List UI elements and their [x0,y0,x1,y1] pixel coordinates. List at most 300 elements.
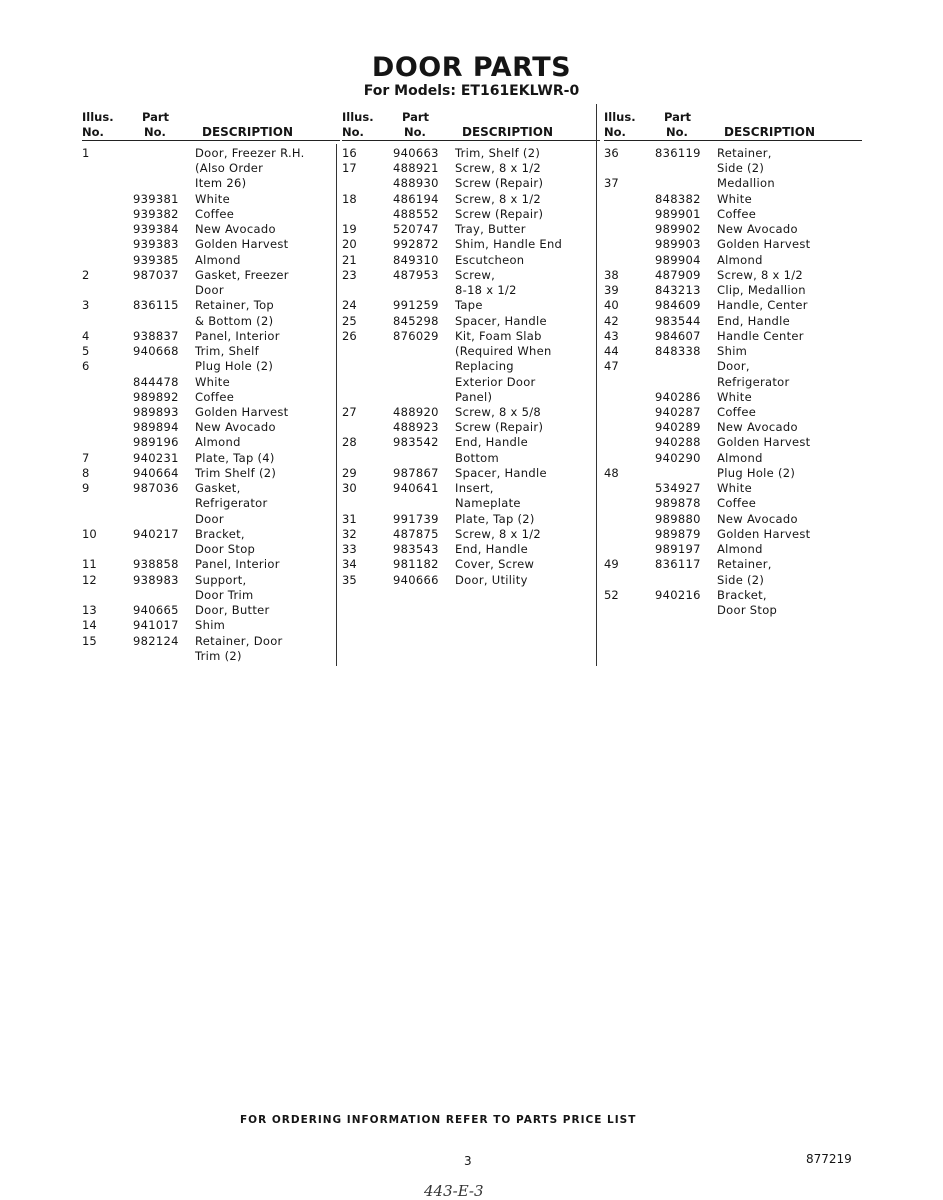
table-row [342,435,600,450]
part-description: Exterior Door [455,374,536,389]
illus-number: 49 [604,557,619,572]
part-number: 989880 [655,511,701,526]
part-number: 940666 [393,572,439,587]
table-row [82,603,340,618]
part-number: 989902 [655,222,701,237]
part-description: Panel, Interior [195,557,280,572]
part-number: 989196 [133,435,179,450]
part-description: Retainer, [717,146,772,160]
part-number: 940231 [133,450,179,465]
part-number: 844478 [133,374,179,389]
part-description: Bracket, [717,587,767,602]
illus-number: 31 [342,511,357,526]
table-row [342,161,600,176]
table-row [604,314,862,329]
illus-number: 6 [82,359,90,374]
part-description: Golden Harvest [717,526,811,541]
handwritten-note: 443-E-3 [424,1182,484,1200]
part-description: White [717,389,752,404]
part-description: Bracket, [195,526,245,541]
illus-number: 29 [342,465,357,480]
table-row [342,146,600,161]
part-number: 938858 [133,557,179,572]
part-description: Almond [195,252,241,267]
part-description: Trim (2) [195,648,242,663]
part-number: 940664 [133,465,179,480]
part-number: 991739 [393,511,439,526]
table-row [604,283,862,298]
table-row [604,359,862,374]
part-number: 940287 [655,404,701,419]
illus-number: 38 [604,267,619,282]
table-row [342,557,600,572]
part-number: 488930 [393,176,439,191]
table-row [82,207,340,222]
table-row [82,420,340,435]
table-row [342,207,600,222]
table-row [82,298,340,313]
part-description: Door [195,511,224,526]
table-row [342,573,600,588]
part-number: 939384 [133,222,179,237]
part-number: 939385 [133,252,179,267]
table-row [604,192,862,207]
table-row [604,329,862,344]
part-description: New Avocado [195,420,276,435]
table-row [604,603,862,618]
part-number: 939383 [133,237,179,252]
part-number: 989904 [655,252,701,267]
document-number: 877219 [806,1152,852,1166]
part-number: 938837 [133,328,179,343]
illus-number: 15 [82,633,97,648]
part-number: 940641 [393,481,439,496]
part-number: 984609 [655,298,701,313]
models-subtitle: For Models: ET161EKLWR-0 [363,83,580,99]
illus-number: 19 [342,222,357,237]
part-number: 939382 [133,206,179,221]
part-number: 487953 [393,267,439,282]
part-description: Door, Utility [455,572,528,587]
part-description: Handle, Center [717,298,808,313]
column-header [82,108,340,142]
part-description: Golden Harvest [717,237,811,252]
part-description: Coffee [195,206,235,221]
illus-number: 39 [604,283,619,298]
part-description: Refrigerator [717,374,790,389]
part-description: Shim, Handle End [455,237,563,252]
table-row [82,161,340,176]
part-number: 940668 [133,344,179,359]
part-description: Trim, Shelf [195,344,259,359]
table-row [82,146,340,161]
table-row [342,222,600,237]
illus-number: 52 [604,587,619,602]
part-number: 989901 [655,206,701,221]
table-row [82,588,340,603]
part-number: 848382 [655,191,701,206]
illus-number: 47 [604,359,619,374]
table-row [604,420,862,435]
column-header [604,108,862,142]
table-row [342,405,600,420]
part-number: 987037 [133,267,179,282]
table-row [342,176,600,191]
part-description: White [195,191,230,206]
table-row [82,481,340,496]
part-description: (Required When [455,344,552,359]
part-description: Door, Freezer R.H. [195,146,305,160]
page-title: DOOR PARTS [371,52,572,83]
part-number: 843213 [655,283,701,298]
part-description: Screw, 8 x 1/2 [455,526,542,541]
part-description: Side (2) [717,572,765,587]
table-row [342,481,600,496]
table-row [604,375,862,390]
table-row [604,542,862,557]
illus-number: 18 [342,191,357,206]
part-description: White [717,191,752,206]
part-number: 989878 [655,496,701,511]
table-row [342,527,600,542]
illus-number: 25 [342,313,357,328]
part-number: 488920 [393,404,439,419]
table-row [82,649,340,664]
table-row [82,344,340,359]
part-description: Almond [195,435,241,450]
table-row [604,146,862,161]
page-number: 3 [464,1154,472,1168]
part-description: Door [195,283,224,298]
illus-number: 24 [342,298,357,313]
table-row [604,435,862,450]
illus-number: 37 [604,176,619,191]
part-number: 983543 [393,542,439,557]
illus-number: 16 [342,146,357,160]
header-illus-no: No. [604,125,626,139]
table-row [342,512,600,527]
part-description: White [717,481,752,496]
part-number: 989879 [655,526,701,541]
part-description: Screw, [455,267,496,282]
part-number: 989893 [133,404,179,419]
part-description: Medallion [717,176,775,191]
part-description: Retainer, Top [195,298,275,313]
part-description: Screw, 8 x 1/2 [717,267,804,282]
table-row [604,344,862,359]
table-row [82,390,340,405]
table-row [342,329,600,344]
header-rule [342,140,600,141]
part-number: 486194 [393,191,439,206]
part-number: 876029 [393,328,439,343]
part-number: 534927 [655,481,701,496]
part-number: 987036 [133,481,179,496]
table-row [82,314,340,329]
header-part: Part [664,110,692,124]
table-row [82,329,340,344]
part-description: Golden Harvest [195,404,289,419]
parts-column-3 [604,108,862,618]
table-row [82,557,340,572]
table-row [82,451,340,466]
illus-number: 40 [604,298,619,313]
part-number: 981182 [393,557,439,572]
part-description: Almond [717,542,763,557]
part-description: Retainer, [717,557,772,572]
header-part-no: No. [404,125,426,139]
part-description: Escutcheon [455,252,525,267]
parts-rows [604,146,862,618]
part-description: Door, [717,359,750,374]
part-description: Coffee [717,496,757,511]
part-number: 940665 [133,603,179,618]
illus-number: 11 [82,557,97,572]
part-number: 940288 [655,435,701,450]
part-number: 941017 [133,618,179,633]
table-row [82,496,340,511]
part-description: Screw (Repair) [455,420,544,435]
table-row [82,435,340,450]
part-description: Screw, 8 x 1/2 [455,191,542,206]
table-row [342,344,600,359]
part-description: Plug Hole (2) [195,359,274,374]
illus-number: 21 [342,252,357,267]
part-description: & Bottom (2) [195,313,274,328]
header-rule [604,140,862,141]
illus-number: 36 [604,146,619,160]
table-row [82,268,340,283]
part-description: Spacer, Handle [455,465,547,480]
header-illus-no: No. [342,125,364,139]
part-description: End, Handle [717,313,791,328]
table-row [604,573,862,588]
table-row [342,359,600,374]
table-row [342,451,600,466]
header-description: DESCRIPTION [724,125,816,139]
part-description: Almond [717,252,763,267]
header-illus-no: No. [82,125,104,139]
part-number: 488921 [393,161,439,176]
table-row [82,527,340,542]
illus-number: 7 [82,450,90,465]
column-divider [596,104,597,666]
part-number: 940216 [655,587,701,602]
part-description: Coffee [195,389,235,404]
part-description: Insert, [455,481,494,496]
table-row [82,573,340,588]
part-description: Retainer, Door [195,633,283,648]
part-description: Tray, Butter [455,222,526,237]
table-row [604,207,862,222]
part-description: Trim Shelf (2) [195,465,277,480]
part-number: 989892 [133,389,179,404]
table-row [604,527,862,542]
part-description: Gasket, Freezer [195,267,289,282]
part-number: 940289 [655,420,701,435]
header-part: Part [142,110,170,124]
table-row [604,557,862,572]
part-description: Door Trim [195,587,254,602]
part-description: Bottom [455,450,499,465]
part-number: 991259 [393,298,439,313]
illus-number: 28 [342,435,357,450]
table-row [82,176,340,191]
part-number: 940663 [393,146,439,160]
part-number: 987867 [393,465,439,480]
illus-number: 27 [342,404,357,419]
part-description: Coffee [717,404,757,419]
part-number: 938983 [133,572,179,587]
table-row [604,161,862,176]
part-description: Side (2) [717,161,765,176]
illus-number: 30 [342,481,357,496]
part-description: Cover, Screw [455,557,535,572]
part-description: Golden Harvest [195,237,289,252]
table-row [604,268,862,283]
table-row [342,268,600,283]
illus-number: 12 [82,572,97,587]
illus-number: 42 [604,313,619,328]
illus-number: 33 [342,542,357,557]
header-part-no: No. [666,125,688,139]
part-description: Golden Harvest [717,435,811,450]
part-description: Nameplate [455,496,521,511]
column-divider [336,144,337,666]
parts-rows [82,146,340,664]
header-illus: Illus. [82,110,114,124]
part-description: Support, [195,572,247,587]
table-row [82,253,340,268]
illus-number: 3 [82,298,90,313]
illus-number: 9 [82,481,90,496]
table-row [82,512,340,527]
table-row [604,451,862,466]
part-number: 989894 [133,420,179,435]
table-row [82,466,340,481]
table-row [604,466,862,481]
part-number: 487909 [655,267,701,282]
table-row [604,588,862,603]
part-description: Gasket, [195,481,241,496]
illus-number: 20 [342,237,357,252]
illus-number: 2 [82,267,90,282]
column-header [342,108,600,142]
part-description: Door Stop [195,542,256,557]
table-row [82,192,340,207]
illus-number: 43 [604,328,619,343]
illus-number: 17 [342,161,357,176]
header-description: DESCRIPTION [202,125,294,139]
header-rule [82,140,340,141]
table-row [604,496,862,511]
header-illus: Illus. [604,110,636,124]
table-row [82,359,340,374]
illus-number: 8 [82,465,90,480]
part-number: 836117 [655,557,701,572]
part-number: 940290 [655,450,701,465]
table-row [82,618,340,633]
part-number: 939381 [133,191,179,206]
part-description: Tape [455,298,483,313]
illus-number: 34 [342,557,357,572]
table-row [604,237,862,252]
table-row [342,237,600,252]
part-description: Door, Butter [195,603,270,618]
part-number: 989197 [655,542,701,557]
table-row [342,390,600,405]
part-description: New Avocado [717,511,798,526]
ordering-note: FOR ORDERING INFORMATION REFER TO PARTS PRICE LIST [240,1114,637,1126]
part-description: Screw, 8 x 1/2 [455,161,542,176]
part-description: End, Handle [455,435,529,450]
table-row [604,222,862,237]
table-row [342,375,600,390]
parts-column-1 [82,108,340,664]
part-description: Panel) [455,389,493,404]
part-number: 984607 [655,328,701,343]
part-description: Clip, Medallion [717,283,806,298]
table-row [82,542,340,557]
table-row [604,512,862,527]
illus-number: 35 [342,572,357,587]
table-row [342,314,600,329]
table-row [604,390,862,405]
illus-number: 23 [342,267,357,282]
table-row [342,542,600,557]
table-row [604,253,862,268]
part-description: Door Stop [717,603,778,618]
illus-number: 14 [82,618,97,633]
part-description: Shim [717,344,748,359]
illus-number: 4 [82,328,90,343]
part-description: End, Handle [455,542,529,557]
part-description: Kit, Foam Slab [455,328,542,343]
part-number: 992872 [393,237,439,252]
part-description: Trim, Shelf (2) [455,146,541,160]
part-description: 8-18 x 1/2 [455,283,517,298]
part-number: 983544 [655,313,701,328]
part-description: Screw (Repair) [455,206,544,221]
part-description: (Also Order [195,161,264,176]
illus-number: 1 [82,146,90,160]
part-description: Item 26) [195,176,247,191]
part-number: 488923 [393,420,439,435]
part-description: Almond [717,450,763,465]
part-number: 836119 [655,146,701,160]
table-row [82,237,340,252]
part-number: 848338 [655,344,701,359]
parts-column-2 [342,108,600,588]
table-row [82,634,340,649]
part-number: 989903 [655,237,701,252]
part-description: Panel, Interior [195,328,280,343]
table-row [342,466,600,481]
part-description: Plate, Tap (4) [195,450,275,465]
part-description: New Avocado [717,222,798,237]
table-row [604,481,862,496]
part-number: 983542 [393,435,439,450]
table-row [342,496,600,511]
table-row [342,298,600,313]
illus-number: 44 [604,344,619,359]
part-description: Spacer, Handle [455,313,547,328]
part-description: Handle Center [717,328,804,343]
part-number: 940217 [133,526,179,541]
part-description: Refrigerator [195,496,268,511]
table-row [342,420,600,435]
table-row [82,283,340,298]
